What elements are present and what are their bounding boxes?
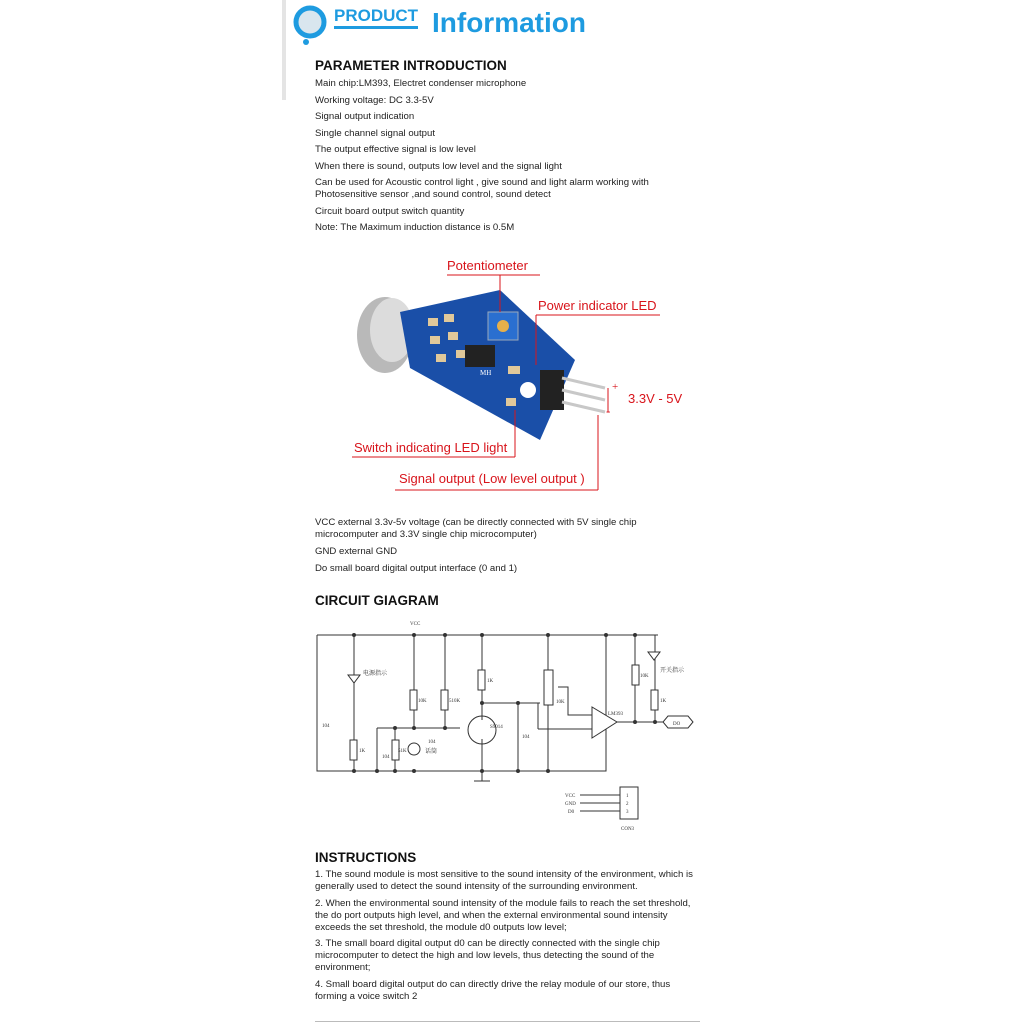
label-r7: 1K [660,699,667,704]
header-title: Information [432,7,586,38]
label-r5: 10K [556,700,565,705]
callout-power-led: Power indicator LED [538,298,657,313]
pin-desc-gnd: GND external GND [315,546,398,557]
connector-pin-num: 1 [626,794,629,799]
connector-pin-name: D0 [568,810,575,815]
bottom-divider [315,1021,700,1022]
parameter-heading: PARAMETER INTRODUCTION [315,58,507,73]
label-mic: 话筒 [425,749,438,755]
pin-desc-do: Do small board digital output interface (0 and 1) [315,563,518,574]
instructions-heading: INSTRUCTIONS [315,850,417,865]
mount-hole [520,382,536,398]
label-r3: 510K [449,699,461,704]
label-vcc: VCC [410,622,421,627]
pin-header [540,370,564,410]
circuit-heading: CIRCUIT GIAGRAM [315,593,439,608]
label-connector: CON3 [621,827,635,832]
instruction-item: 4. Small board digital output do can directly drive the relay module of our store, thus forming a voice switch 2 [315,979,671,1002]
label-r2: 10K [418,699,427,704]
connector-pin-num: 2 [626,802,629,807]
label-chip: LM393 [608,712,623,717]
header-badge: PRODUCT [334,6,418,29]
label-r1: 1K [487,679,494,684]
instruction-item: 3. The small board digital output d0 can be directly connected with the single chip microcomputer to detect the high and low levels, thus detecting the sound of the environment; [315,938,660,973]
instruction-item: 2. When the environmental sound intensity of the module fails to reach the set threshold, the do port outputs high level, and when the external environmental sound intensity exceeds the set threshold, the module d0 outputs low level; [315,898,691,933]
param-line: The output effective signal is low level [315,144,476,155]
callout-potentiometer: Potentiometer [447,258,528,273]
label-transistor: S9014 [490,725,503,730]
instruction-item: 1. The sound module is most sensitive to the sound intensity of the environment, which is generally used to detect the sound intensity of the surrounding environment. [315,869,693,892]
label-r8: 51K [398,749,407,754]
connector-pin-num: 3 [626,810,629,815]
label-r6: 10K [640,674,649,679]
label-c1: 104 [322,724,330,729]
plus-sign: + [612,381,619,393]
sound-sensor-board-image [340,250,700,500]
param-line: When there is sound, outputs low level and the signal light [315,161,562,172]
label-r4: 1K [359,749,366,754]
param-line: Single channel signal output [315,128,436,139]
silk-mh: MH [480,369,492,377]
param-line: Working voltage: DC 3.3-5V [315,95,434,106]
label-switch-indicator: 开关指示 [660,668,685,674]
pin-desc-vcc: VCC external 3.3v-5v voltage (can be directly connected with 5V single chip microcomputer and 3.3V single chip microcomputer) [315,517,637,540]
param-line: Can be used for Acoustic control light , give sound and light alarm working with Photosensitive sensor ,and sound control, sound detect [315,177,649,200]
label-power-indicator: 电源指示 [363,671,388,677]
label-c2: 104 [382,755,390,760]
label-c4: 104 [522,735,530,740]
callout-voltage: 3.3V - 5V [628,391,683,406]
minus-sign: - [606,403,611,418]
magnifier-logo-icon [288,4,338,46]
callout-switch-led: Switch indicating LED light [354,440,508,455]
param-line: Signal output indication [315,111,415,122]
param-line: Note: The Maximum induction distance is 0.5M [315,222,515,233]
decor-bar [282,0,286,100]
param-line: Main chip:LM393, Electret condenser microphone [315,78,527,89]
connector-pin-name: VCC [565,794,576,799]
connector-pin-name: GND [565,802,576,807]
param-line: Circuit board output switch quantity [315,206,465,217]
circuit-diagram [310,615,710,835]
label-c3: 104 [428,740,436,745]
lm393-chip [465,345,495,367]
label-do: DO [673,722,681,727]
callout-signal-output: Signal output (Low level output ) [399,471,585,486]
